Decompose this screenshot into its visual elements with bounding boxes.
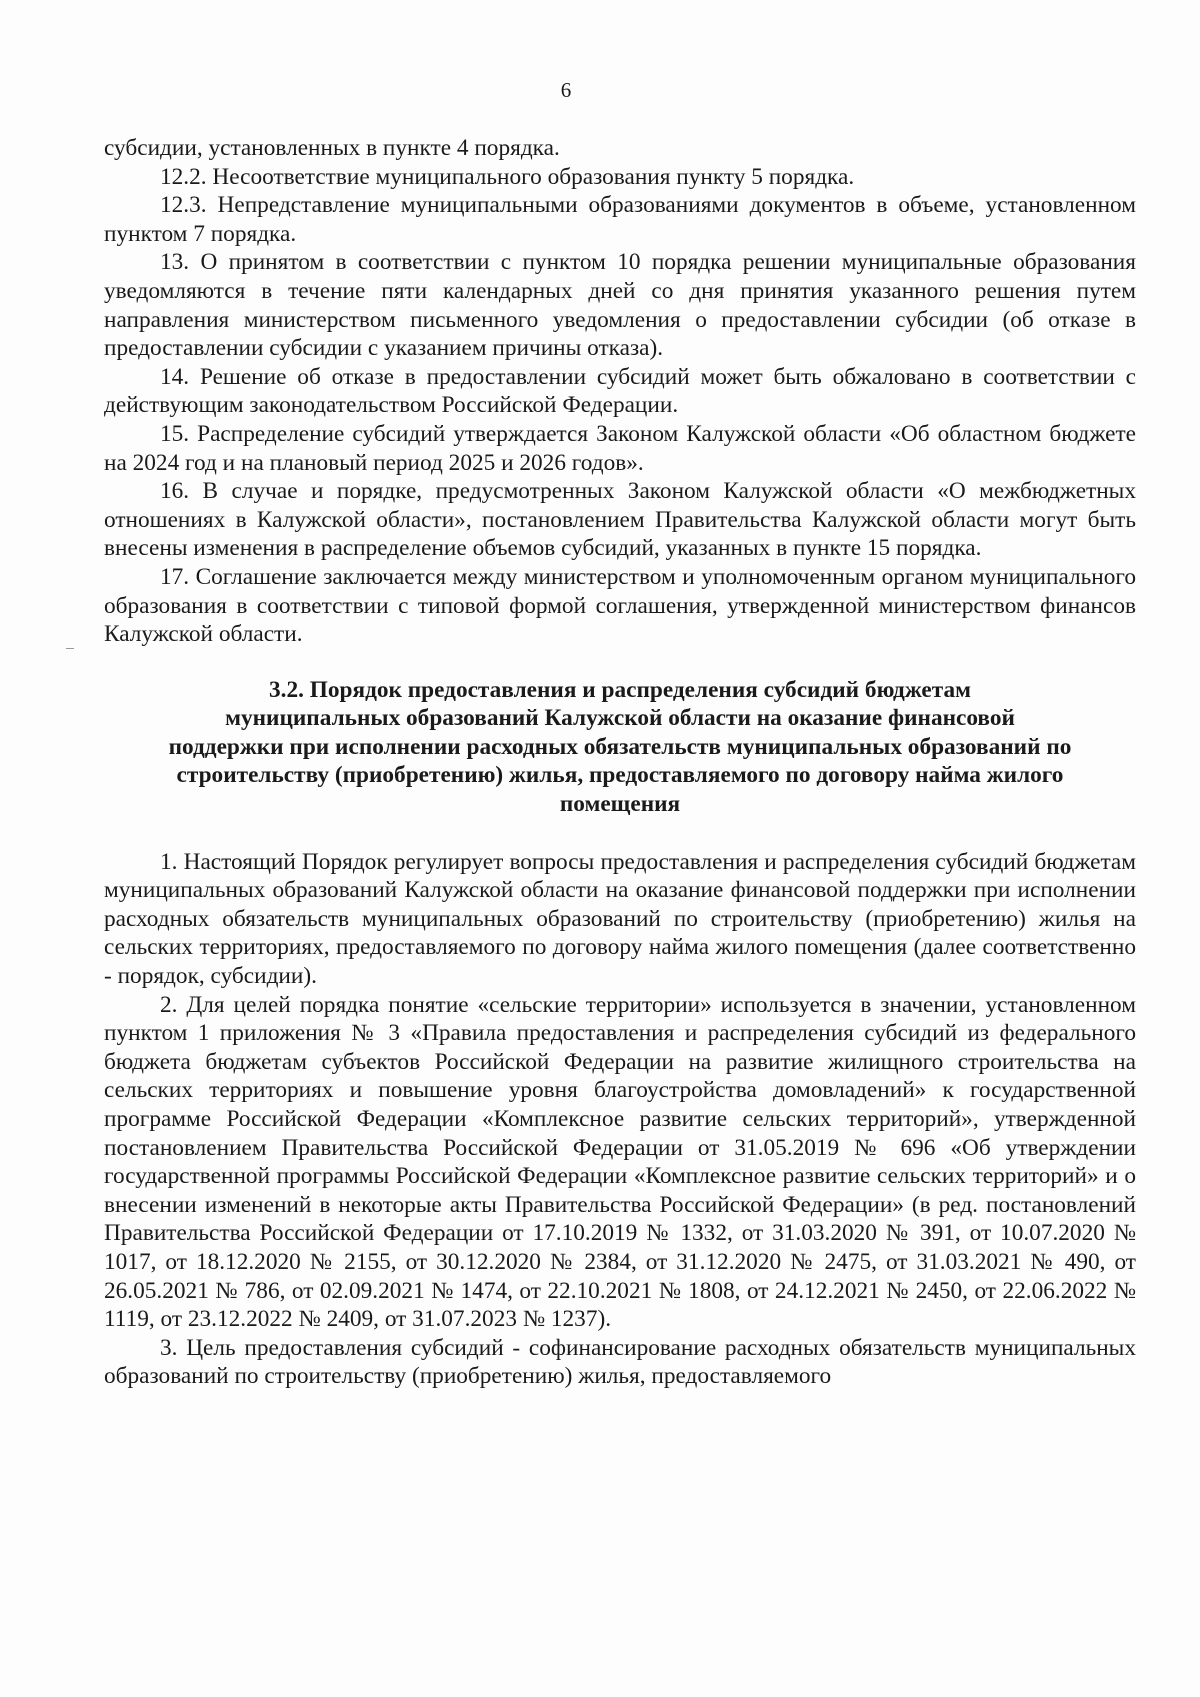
- paragraph-15: 15. Распределение субсидий утверждается Законом Калужской области «Об областном бюджете на 2024 год и на плановый период 2025 и 2026 годов».: [104, 420, 1136, 476]
- section-heading-line: поддержки при исполнении расходных обязательств муниципальных образований по: [168, 733, 1072, 760]
- section-heading-line: строительству (приобретению) жилья, предоставляемого по договору найма жилого: [176, 762, 1064, 789]
- paragraph-13: 13. О принятом в соответствии с пунктом 10 порядка решении муниципальные образования уведомляются в течение пяти календарных дней со дня принятия указанного решения путем направления министерством письменного уведомления о предоставлении субсидии (об отказе в предоставлении субсидии с указанием причины отказа).: [104, 249, 1136, 362]
- document-body: [104, 134, 1136, 1391]
- paragraph-continuation: субсидии, установленных в пункте 4 порядка.: [104, 135, 560, 161]
- page-number: 6: [560, 78, 572, 102]
- section-heading-line: помещения: [559, 791, 681, 818]
- margin-mark: [66, 648, 74, 649]
- paragraph-section-2: 2. Для целей порядка понятие «сельские территории» используется в значении, установленном пунктом 1 приложения № 3 «Правила предоставления и распределения субсидий из федерального бюджета бюджетам субъектов Российской Федерации на развитие жилищного строительства на сельских территориях и повышение уровня благоустройства домовладений» к государственной программе Российской Федерации «Комплексное развитие сельских территорий», утвержденной постановлением Правительства Российской Федерации от 31.05.2019 № 696 «Об утверждении государственной программы Российской Федерации «Комплексное развитие сельских территорий» и о внесении изменений в некоторые акты Правительства Российской Федерации» (в ред. постановлений Правительства Российской Федерации от 17.10.2019 № 1332, от 31.03.2020 № 391, от 10.07.2020 № 1017, от 18.12.2020 № 2155, от 30.12.2020 № 2384, от 31.12.2020 № 2475, от 31.03.2021 № 490, от 26.05.2021 № 786, от 02.09.2021 № 1474, от 22.10.2021 № 1808, от 24.12.2021 № 2450, от 22.06.2022 № 1119, от 23.12.2022 № 2409, от 31.07.2023 № 1237).: [104, 991, 1136, 1333]
- paragraph-section-1: 1. Настоящий Порядок регулирует вопросы предоставления и распределения субсидий бюджетам муниципальных образований Калужской области на оказание финансовой поддержки при исполнении расходных обязательств муниципальных образований по строительству (приобретению) жилья на сельских территориях, предоставляемого по договору найма жилого помещения (далее соответственно - порядок, субсидии).: [104, 848, 1136, 990]
- paragraph-12-3: 12.3. Непредставление муниципальными образованиями документов в объеме, установленном пунктом 7 порядка.: [104, 192, 1136, 247]
- section-heading: [104, 676, 1136, 819]
- paragraph-16: 16. В случае и порядке, предусмотренных Законом Калужской области «О межбюджетных отношениях в Калужской области», постановлением Правительства Калужской области могут быть внесены изменения в распределение объемов субсидий, указанных в пункте 15 порядка.: [104, 478, 1136, 562]
- paragraph-14: 14. Решение об отказе в предоставлении субсидий может быть обжаловано в соответствии с действующим законодательством Российской Федерации.: [104, 363, 1136, 419]
- section-heading-line: 3.2. Порядок предоставления и распределения субсидий бюджетам: [268, 676, 972, 703]
- paragraph-17: 17. Соглашение заключается между министерством и уполномоченным органом муниципального образования в соответствии с типовой формой соглашения, утвержденной министерством финансов Калужской области.: [104, 563, 1136, 648]
- paragraph-12-2: 12.2. Несоответствие муниципального образования пункту 5 порядка.: [160, 163, 855, 190]
- paragraph-section-3: 3. Цель предоставления субсидий - софинансирование расходных обязательств муниципальных образований по строительству (приобретению) жилья, предоставляемого: [104, 1334, 1136, 1390]
- section-heading-line: муниципальных образований Калужской области на оказание финансовой: [225, 705, 1015, 732]
